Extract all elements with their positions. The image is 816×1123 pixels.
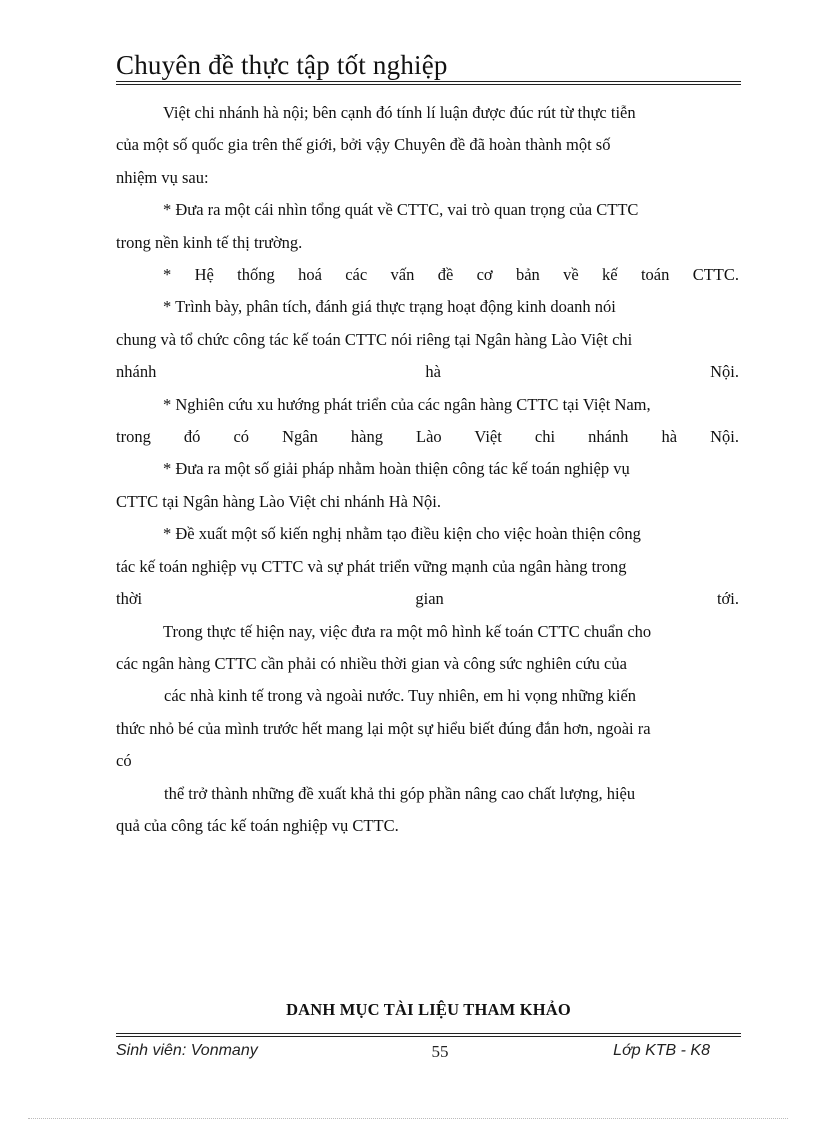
body-line: của một số quốc gia trên thế giới, bởi vậy Chuyên đề đã hoàn thành một số bbox=[116, 135, 611, 155]
body-line: Việt chi nhánh hà nội; bên cạnh đó tính lí luận được đúc rút từ thực tiễn bbox=[163, 103, 636, 122]
body-line: * Hệ thống hoá các vấn đề cơ bản về kế toán CTTC. bbox=[163, 265, 739, 285]
body-line: thức nhỏ bé của mình trước hết mang lại một sự hiểu biết đúng đắn hơn, ngoài ra bbox=[116, 718, 651, 738]
body-line: nhánh hà Nội. bbox=[116, 362, 739, 382]
body-line: thể trở thành những đề xuất khả thi góp phần nâng cao chất lượng, hiệu bbox=[164, 783, 636, 803]
body-line: * Đề xuất một số kiến nghị nhằm tạo điều kiện cho việc hoàn thiện công bbox=[163, 524, 641, 544]
body-line: chung và tổ chức công tác kế toán CTTC nói riêng tại Ngân hàng Lào Việt chi bbox=[116, 329, 633, 349]
body-line: trong đó có Ngân hàng Lào Việt chi nhánh hà Nội. bbox=[116, 427, 739, 447]
footer-rule-bottom bbox=[116, 1036, 741, 1037]
body-line: CTTC tại Ngân hàng Lào Việt chi nhánh Hà Nội. bbox=[116, 491, 441, 511]
body-line: tác kế toán nghiệp vụ CTTC và sự phát triển vững mạnh của ngân hàng trong bbox=[116, 556, 627, 576]
page-number: 55 bbox=[431, 1042, 449, 1061]
footer-rule-top bbox=[116, 1033, 741, 1034]
body-line: * Trình bày, phân tích, đánh giá thực trạng hoạt động kinh doanh nói bbox=[163, 297, 616, 317]
body-line: các ngân hàng CTTC cần phải có nhiều thời gian và công sức nghiên cứu của bbox=[116, 653, 627, 673]
body-line: có bbox=[116, 751, 132, 771]
document-body bbox=[116, 97, 739, 842]
body-line: thời gian tới. bbox=[116, 589, 739, 609]
header-title: Chuyên đề thực tập tốt nghiệp bbox=[116, 50, 448, 80]
body-line: trong nền kinh tế thị trường. bbox=[116, 232, 303, 252]
references-title: DANH MỤC TÀI LIỆU THAM KHẢO bbox=[286, 1000, 571, 1019]
header-rule-bottom bbox=[116, 84, 741, 85]
body-line: các nhà kinh tế trong và ngoài nước. Tuy nhiên, em hi vọng những kiến bbox=[164, 686, 637, 706]
body-line: nhiệm vụ sau: bbox=[116, 167, 209, 187]
page-edge-divider bbox=[28, 1118, 788, 1119]
body-line: Trong thực tế hiện nay, việc đưa ra một mô hình kế toán CTTC chuẩn cho bbox=[163, 621, 652, 641]
body-line: quả của công tác kế toán nghiệp vụ CTTC. bbox=[116, 815, 399, 835]
body-line: * Đưa ra một số giải pháp nhằm hoàn thiện công tác kế toán nghiệp vụ bbox=[163, 459, 630, 479]
footer-class: Lớp KTB - K8 bbox=[613, 1042, 710, 1059]
body-line: * Đưa ra một cái nhìn tổng quát về CTTC, vai trò quan trọng của CTTC bbox=[163, 200, 639, 220]
footer-student: Sinh viên: Vonmany bbox=[116, 1042, 258, 1059]
header-rule-top bbox=[116, 81, 741, 82]
body-line: * Nghiên cứu xu hướng phát triển của các ngân hàng CTTC tại Việt Nam, bbox=[163, 394, 651, 414]
